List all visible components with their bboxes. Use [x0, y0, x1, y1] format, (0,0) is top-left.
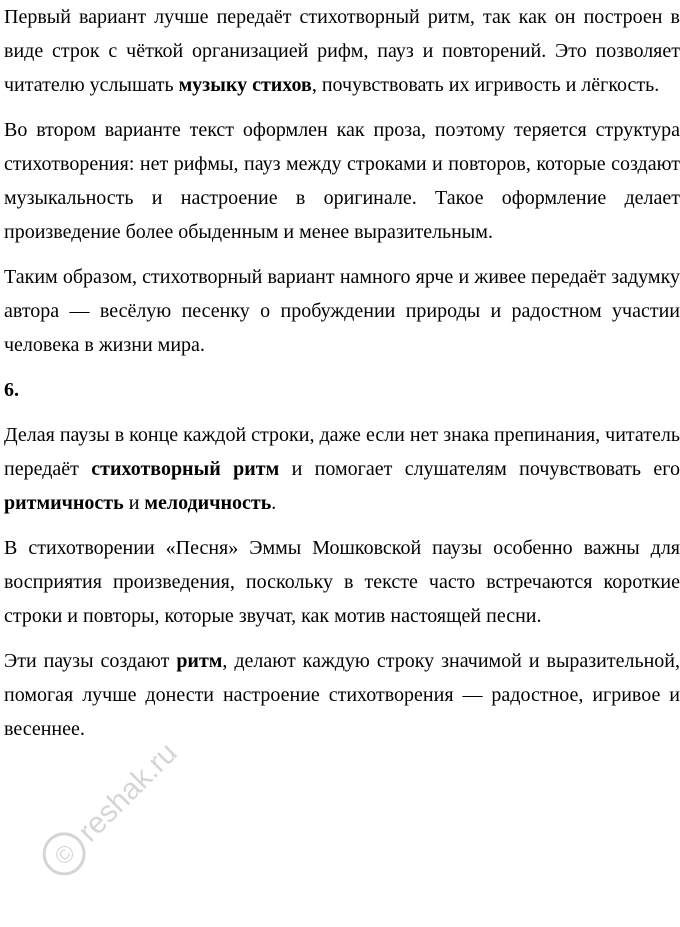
- paragraph-conclusion: [4, 260, 680, 362]
- text-span: Таким образом, стихотворный вариант намного ярче и живее передаёт задумку автора — весёлую песенку о пробуждении природы и радостном участии человека в жизни мира.: [4, 266, 680, 356]
- bold-phrase: ритмичность: [4, 492, 124, 514]
- bold-phrase: стихотворный ритм: [91, 458, 280, 480]
- text-span: Первый вариант лучше передаёт стихотворный ритм, так как он построен в виде строк с чёткой организацией рифм, пауз и повторений. Это позволяет читателю услышать: [4, 6, 680, 96]
- text-span: и помогает слушателям почувствовать его: [279, 458, 680, 480]
- paragraph-rhythm-first-variant: [4, 0, 680, 102]
- bold-phrase: мелодичность: [144, 492, 272, 514]
- bold-phrase: музыку стихов: [178, 74, 312, 96]
- copyright-symbol: ©: [49, 839, 81, 871]
- section-heading: 6.: [4, 379, 19, 401]
- text-span: и: [123, 492, 145, 514]
- text-span: , почувствовать их игривость и лёгкость.: [311, 74, 660, 96]
- text-span: Эти паузы создают: [4, 650, 177, 672]
- watermark-text: reshak.ru: [71, 736, 184, 849]
- text-span: Во втором варианте текст оформлен как проза, поэтому теряется структура стихотворения: нет рифмы, пауз между строками и повторов, которые создают музыкальность и настроение в оригинале. Такое оформление делает произведение более обыденным и менее выразительным.: [4, 119, 680, 243]
- paragraph-pauses: [4, 418, 680, 520]
- document-page: [4, 0, 680, 757]
- paragraph-second-variant: [4, 113, 680, 249]
- text-span: Делая паузы в конце каждой строки, даже если нет знака препинания, читатель передаёт: [4, 424, 680, 480]
- copyright-circle-icon: [36, 826, 93, 883]
- paragraph-pauses-rhythm: [4, 644, 680, 746]
- bold-phrase: ритм: [176, 650, 223, 672]
- text-span: , делают каждую строку значимой и выразительной, помогая лучше донести настроение стихотворения — радостное, игривое и весеннее.: [4, 650, 680, 740]
- text-span: .: [271, 492, 277, 514]
- paragraph-song-poem: [4, 531, 680, 633]
- text-span: В стихотворении «Песня» Эммы Мошковской паузы особенно важны для восприятия произведения, поскольку в тексте часто встречаются короткие строки и повторы, которые звучат, как мотив настоящей песни.: [4, 537, 680, 627]
